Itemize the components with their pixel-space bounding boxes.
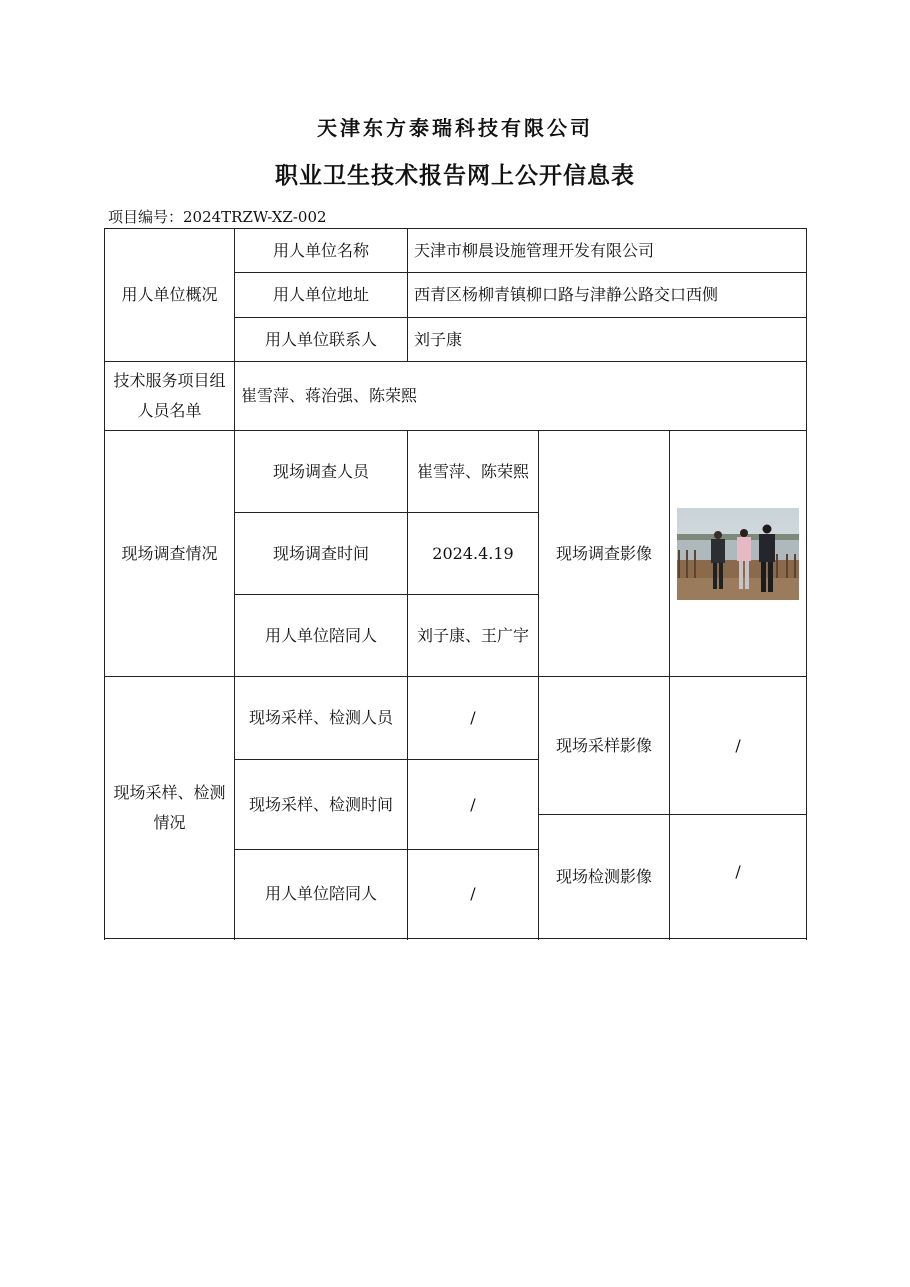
document-title: 职业卫生技术报告网上公开信息表: [275, 162, 635, 189]
survey-section-label: 现场调查情况: [105, 431, 235, 677]
team-members: 崔雪萍、蒋治强、陈荣熙: [235, 362, 807, 431]
project-number: 项目编号：2024TRZW-XZ-002: [108, 208, 327, 226]
table-row: [105, 229, 807, 273]
sampling-time-label: 现场采样、检测时间: [235, 760, 408, 850]
table-row: [105, 431, 807, 513]
sampling-image-label: 现场采样影像: [539, 677, 670, 815]
employer-name-label: 用人单位名称: [235, 229, 408, 273]
sampling-escort-value: /: [408, 850, 539, 939]
sampling-section-label: 现场采样、检测情况: [105, 677, 235, 939]
survey-time-label: 现场调查时间: [235, 513, 408, 595]
employer-name-value: 天津市柳晨设施管理开发有限公司: [408, 229, 807, 273]
sampling-staff-label: 现场采样、检测人员: [235, 677, 408, 760]
detection-image-value: /: [670, 815, 807, 939]
employer-section-label: 用人单位概况: [105, 229, 235, 362]
survey-staff-value: 崔雪萍、陈荣熙: [408, 431, 539, 513]
survey-staff-label: 现场调查人员: [235, 431, 408, 513]
survey-time-value: 2024.4.19: [408, 513, 539, 595]
employer-contact-value: 刘子康: [408, 318, 807, 362]
info-table: [104, 228, 807, 939]
survey-image-label: 现场调查影像: [539, 431, 670, 677]
sampling-image-value: /: [670, 677, 807, 815]
employer-address-value: 西青区杨柳青镇柳口路与津静公路交口西侧: [408, 273, 807, 318]
sampling-time-value: /: [408, 760, 539, 850]
detection-image-label: 现场检测影像: [539, 815, 670, 939]
sampling-escort-label: 用人单位陪同人: [235, 850, 408, 939]
employer-address-label: 用人单位地址: [235, 273, 408, 318]
table-row: [105, 677, 807, 760]
team-label: 技术服务项目组人员名单: [105, 362, 235, 431]
company-name: 天津东方泰瑞科技有限公司: [317, 116, 593, 140]
employer-contact-label: 用人单位联系人: [235, 318, 408, 362]
survey-escort-label: 用人单位陪同人: [235, 595, 408, 677]
table-row: [105, 362, 807, 431]
survey-photo: [677, 508, 799, 600]
survey-image-cell: [670, 431, 807, 677]
survey-escort-value: 刘子康、王广宇: [408, 595, 539, 677]
sampling-staff-value: /: [408, 677, 539, 760]
